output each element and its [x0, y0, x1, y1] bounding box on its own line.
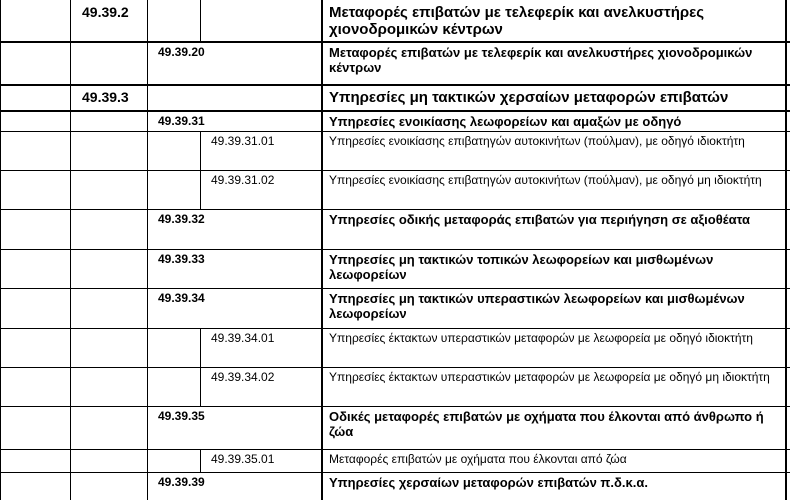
- row-code: 49.39.34: [158, 291, 205, 305]
- table-divider: [0, 367, 790, 368]
- row-description: Υπηρεσίες μη τακτικών τοπικών λεωφορείων και μισθωμένων λεωφορείων: [329, 252, 714, 282]
- table-divider: [0, 328, 790, 329]
- row-description: Υπηρεσίες ενοικίασης επιβατηγών αυτοκινήτων (πούλμαν), με οδηγό μη ιδιοκτήτη: [329, 173, 762, 187]
- row-code: 49.39.31.01: [211, 134, 275, 148]
- table-divider: [0, 288, 790, 289]
- row-description: Μεταφορές επιβατών με τελεφερίκ και ανελκυστήρες χιονοδρομικών κέντρων: [329, 4, 705, 38]
- row-description: Μεταφορές επιβατών με τελεφερίκ και ανελκυστήρες χιονοδρομικών κέντρων: [329, 45, 753, 75]
- row-description: Υπηρεσίες οδικής μεταφοράς επιβατών για περιήγηση σε αξιοθέατα: [329, 212, 751, 227]
- table-column-divider: [70, 0, 71, 500]
- table-row: [0, 288, 790, 328]
- row-description: Υπηρεσίες έκτακτων υπεραστικών μεταφορών με λεωφορεία με οδηγό ιδιοκτήτη: [329, 331, 753, 345]
- table-row: [0, 85, 790, 111]
- table-divider: [0, 84, 790, 86]
- table-row: [0, 449, 790, 472]
- row-code: 49.39.39: [158, 475, 205, 489]
- table-column-divider: [200, 131, 201, 209]
- table-divider: [0, 170, 790, 171]
- table-divider: [0, 41, 790, 43]
- table-row: [0, 42, 790, 85]
- row-code: 49.39.2: [82, 4, 129, 20]
- table-row: [0, 367, 790, 406]
- table-column-divider: [0, 0, 1, 500]
- row-code: 49.39.34.02: [211, 370, 275, 384]
- table-column-divider: [321, 0, 323, 500]
- row-description: Υπηρεσίες χερσαίων μεταφορών επιβατών π.δ.κ.α.: [329, 475, 648, 490]
- row-description: Μεταφορές επιβατών με οχήματα που έλκονται από ζώα: [329, 452, 627, 466]
- table-row: [0, 170, 790, 209]
- table-row: [0, 249, 790, 288]
- row-description: Υπηρεσίες ενοικίασης λεωφορείων και αμαξών με οδηγό: [329, 114, 682, 129]
- row-code: 49.39.32: [158, 212, 205, 226]
- table-row: [0, 131, 790, 170]
- table-divider: [0, 249, 790, 250]
- row-description: Υπηρεσίες μη τακτικών υπεραστικών λεωφορείων και μισθωμένων λεωφορείων: [329, 291, 745, 321]
- table-row: [0, 328, 790, 367]
- table-divider: [0, 110, 790, 112]
- row-code: 49.39.35.01: [211, 452, 275, 466]
- row-description: Υπηρεσίες μη τακτικών χερσαίων μεταφορών επιβατών: [329, 89, 729, 106]
- table-divider: [0, 406, 790, 407]
- table-row: [0, 472, 790, 500]
- table-divider: [0, 131, 790, 132]
- table-divider: [0, 472, 790, 473]
- row-code: 49.39.35: [158, 409, 205, 423]
- row-code: 49.39.31.02: [211, 173, 275, 187]
- row-description: Οδικές μεταφορές επιβατών με οχήματα που έλκονται από άνθρωπο ή ζώα: [329, 409, 764, 439]
- row-code: 49.39.20: [158, 45, 205, 59]
- table-divider: [0, 449, 790, 450]
- table-row: [0, 209, 790, 249]
- table-row: [0, 0, 790, 40]
- row-description: Υπηρεσίες ενοικίασης επιβατηγών αυτοκινήτων (πούλμαν), με οδηγό ιδιοκτήτη: [329, 134, 745, 148]
- row-code: 49.39.34.01: [211, 331, 275, 345]
- table-column-divider: [200, 449, 201, 472]
- table-divider: [0, 209, 790, 210]
- table-column-divider: [147, 0, 148, 500]
- table-column-divider: [200, 328, 201, 406]
- table-column-divider: [785, 0, 787, 500]
- row-code: 49.39.3: [82, 89, 129, 105]
- table-row: [0, 406, 790, 449]
- row-description: Υπηρεσίες έκτακτων υπεραστικών μεταφορών με λεωφορεία με οδηγό μη ιδιοκτήτη: [329, 370, 770, 384]
- row-code: 49.39.33: [158, 252, 205, 266]
- row-code: 49.39.31: [158, 114, 205, 128]
- table-row: [0, 111, 790, 131]
- table-column-divider: [200, 0, 201, 43]
